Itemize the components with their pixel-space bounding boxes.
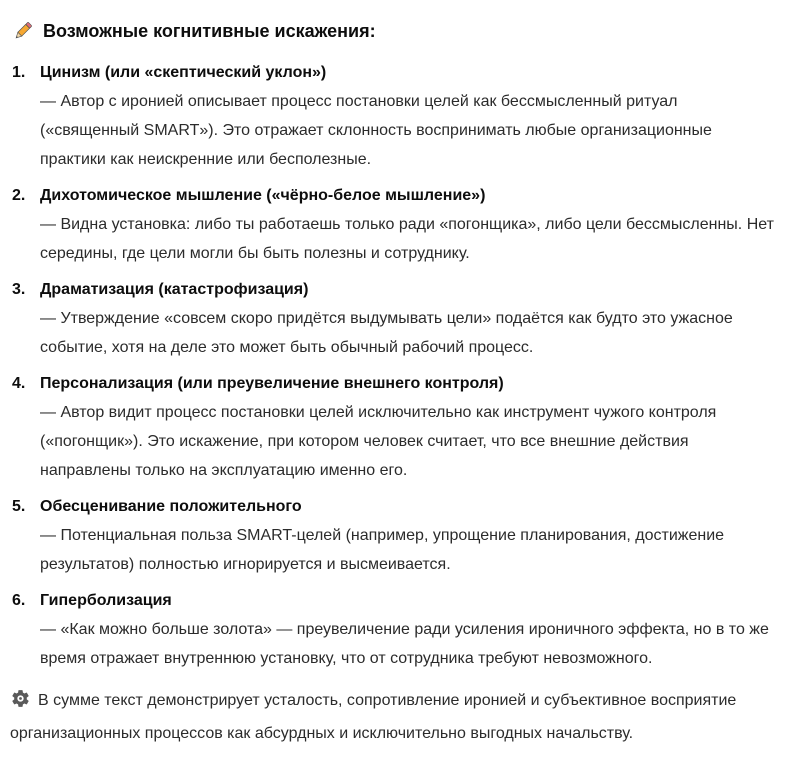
list-item-number: 5. [12,498,26,515]
list-item-content [40,181,774,268]
list-item-number: 4. [12,375,26,392]
list-item-body: — Потенциальная польза SMART-целей (например, упрощение планирования, достижение результатов) полностью игнорируется и высмеивается. [40,527,725,573]
list-item [10,181,774,268]
page-title: Возможные когнитивные искажения: [43,21,376,41]
list-item-body: — «Как можно больше золота» — преувеличение ради усиления ироничного эффекта, но в то же время отражает внутреннюю установку, что от сотрудника требуют невозможного. [40,621,769,667]
list-item-title: Персонализация (или преувеличение внешнего контроля) [40,375,504,392]
list-item-content [40,492,774,579]
gear-icon [10,688,31,719]
distortions-list [10,58,774,673]
list-item-content [40,586,774,673]
summary-paragraph [10,686,774,748]
list-item-title: Обесценивание положительного [40,498,302,515]
pencil-icon [12,20,34,42]
list-item-number: 3. [12,281,26,298]
list-item-body: — Утверждение «совсем скоро придётся выдумывать цели» подаётся как будто это ужасное событие, хотя на деле это может быть обычный рабочий процесс. [40,310,733,356]
list-item [10,586,774,673]
summary-text: В сумме текст демонстрирует усталость, сопротивление иронией и субъективное восприятие организационных процессов как абсурдных и исключительно выгодных начальству. [10,692,737,742]
list-item-title: Дихотомическое мышление («чёрно-белое мышление») [40,187,486,204]
list-item-content [40,275,774,362]
list-item-title: Драматизация (катастрофизация) [40,281,309,298]
list-item-number: 1. [12,64,26,81]
list-item [10,369,774,485]
document-header [12,18,774,44]
list-item-body: — Видна установка: либо ты работаешь только ради «погонщика», либо цели бессмысленны. Нет середины, где цели могли бы быть полезны и сотруднику. [40,216,774,262]
list-item [10,492,774,579]
list-item-number: 2. [12,187,26,204]
list-item-content [40,58,774,174]
list-item [10,275,774,362]
list-item-body: — Автор с иронией описывает процесс постановки целей как бессмысленный ритуал («священный SMART»). Это отражает склонность воспринимать любые организационные практики как неискренние или бесполезные. [40,93,712,168]
list-item-number: 6. [12,592,26,609]
list-item-title: Гиперболизация [40,592,172,609]
list-item [10,58,774,174]
list-item-body: — Автор видит процесс постановки целей исключительно как инструмент чужого контроля («погонщик»). Это искажение, при котором человек считает, что все внешние действия направлены только на эксплуатацию именно его. [40,404,717,479]
list-item-title: Цинизм (или «скептический уклон») [40,64,327,81]
list-item-content [40,369,774,485]
